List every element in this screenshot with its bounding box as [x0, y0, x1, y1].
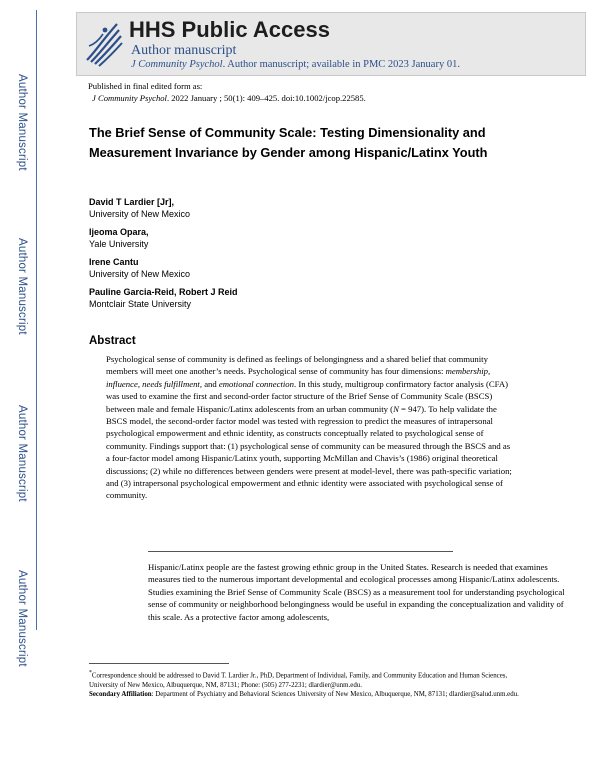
author-name: Irene Cantu	[89, 257, 139, 267]
secondary-affiliation-note	[89, 690, 519, 700]
hhs-eagle-logo-icon	[81, 16, 125, 70]
footnote	[89, 669, 519, 700]
hhs-public-access-title: HHS Public Access	[129, 17, 330, 42]
abstract-text-part: . In this study, multigroup confirmatory factor analysis (CFA) was used to examine the first and second-order factor structure of the Brief Sense of Community Scale (BSCS) between male and female Hispanic/Latinx adolescents from an urban community (	[106, 378, 508, 414]
journal-availability-line	[131, 59, 460, 70]
author-manuscript-label: Author Manuscript	[16, 404, 28, 502]
correspondence-text: Correspondence should be addressed to David T. Lardier Jr., PhD, Department of Individual, Family, and Community Education and Human Sciences, University of New Mexico, Albuquerque, NM, 87131; Phone: (505) 277-2231; dlardier@unm.edu.	[89, 672, 508, 689]
citation-journal: J Community Psychol	[92, 93, 167, 103]
secondary-affiliation-text: : Department of Psychiatry and Behavioral Sciences University of New Mexico, Albuquerque, NM, 87131; dlardier@salud.unm.edu.	[151, 691, 519, 699]
publication-info	[88, 80, 366, 104]
footnote-divider	[89, 663, 229, 664]
margin-rule	[36, 10, 37, 630]
author-affiliation: University of New Mexico	[89, 269, 191, 279]
author-name: Ijeoma Opara,	[89, 227, 149, 237]
author-manuscript-label: Author Manuscript	[16, 73, 28, 171]
author-name: David T Lardier [Jr],	[89, 197, 175, 207]
citation	[88, 92, 366, 104]
abstract-heading: Abstract	[89, 335, 136, 347]
author-affiliation: University of New Mexico	[89, 209, 191, 219]
sample-size-symbol: N	[393, 403, 399, 414]
abstract-text-part: , and	[199, 378, 219, 389]
author-manuscript-label: Author Manuscript	[16, 569, 28, 667]
abstract-emphasis: emotional connection	[218, 378, 294, 389]
section-divider	[148, 551, 453, 552]
abstract-text-part: Psychological sense of community is defined as feelings of belongingness and a shared belief that community members will meet one another’s needs. Psychological sense of community has four dimensions:	[106, 354, 488, 377]
citation-details: . 2022 January ; 50(1): 409–425. doi:10.1002/jcop.22585.	[166, 93, 366, 103]
author-affiliation: Montclair State University	[89, 299, 192, 309]
author-manuscript-label: Author Manuscript	[16, 237, 28, 335]
article-title: The Brief Sense of Community Scale: Testing Dimensionality and Measurement Invariance by Gender among Hispanic/Latinx Youth	[89, 125, 488, 160]
body-paragraph: Hispanic/Latinx people are the fastest growing ethnic group in the United States. Research is needed that examines measures tied to the numerous important developmental and ecological processes among Hispanic/Latinx adolescents. Studies examining the Brief Sense of Community Scale (BSCS) as a measurement tool for understanding psychological sense of community or neighborhood belongingness would be useful in expanding the conceptualization and validity of this scale. As a protective factor among adolescents,	[148, 562, 565, 622]
author-name: Pauline Garcia-Reid, Robert J Reid	[89, 287, 238, 297]
abstract-text	[106, 353, 516, 502]
abstract-text-part: = 947). To help validate the BSCS model, the second-order factor model was tested with regression to predict the measures of intrapersonal psychological empowerment and ethnic identity, as constructs conceptually related to psychological sense of community. Findings support that: (1) psychological sense of community can be measured through the BSCS and as a four-factor model among Hispanic/Latinx youth, supporting McMillan and Chavis’s (1986) original theoretical discussions; (2) while no differences between genders were present at model-level, there was path-specific variation; and (3) intrapersonal psychological empowerment and ethnic identity were associated with psychological sense of community.	[106, 403, 512, 501]
hhs-header-banner	[76, 12, 586, 76]
author-affiliation: Yale University	[89, 239, 149, 249]
published-label: Published in final edited form as:	[88, 81, 203, 91]
correspondence-note: *Correspondence should be addressed to David T. Lardier Jr., PhD, Department of Individual, Family, and Community Education and Human Sciences, University of New Mexico, Albuquerque, NM, 87131; Phone: (505) 277-2231; dlardier@unm.edu.	[89, 670, 508, 689]
author-manuscript-subtitle: Author manuscript	[131, 43, 237, 58]
abstract-emphasis: membership, influence, needs fulfillment	[106, 366, 491, 389]
secondary-affiliation-label: Secondary Affiliation	[89, 691, 152, 699]
availability-text: . Author manuscript; available in PMC 2023 January 01.	[222, 59, 460, 70]
journal-name: J Community Psychol	[131, 59, 223, 70]
author-list	[89, 196, 529, 316]
